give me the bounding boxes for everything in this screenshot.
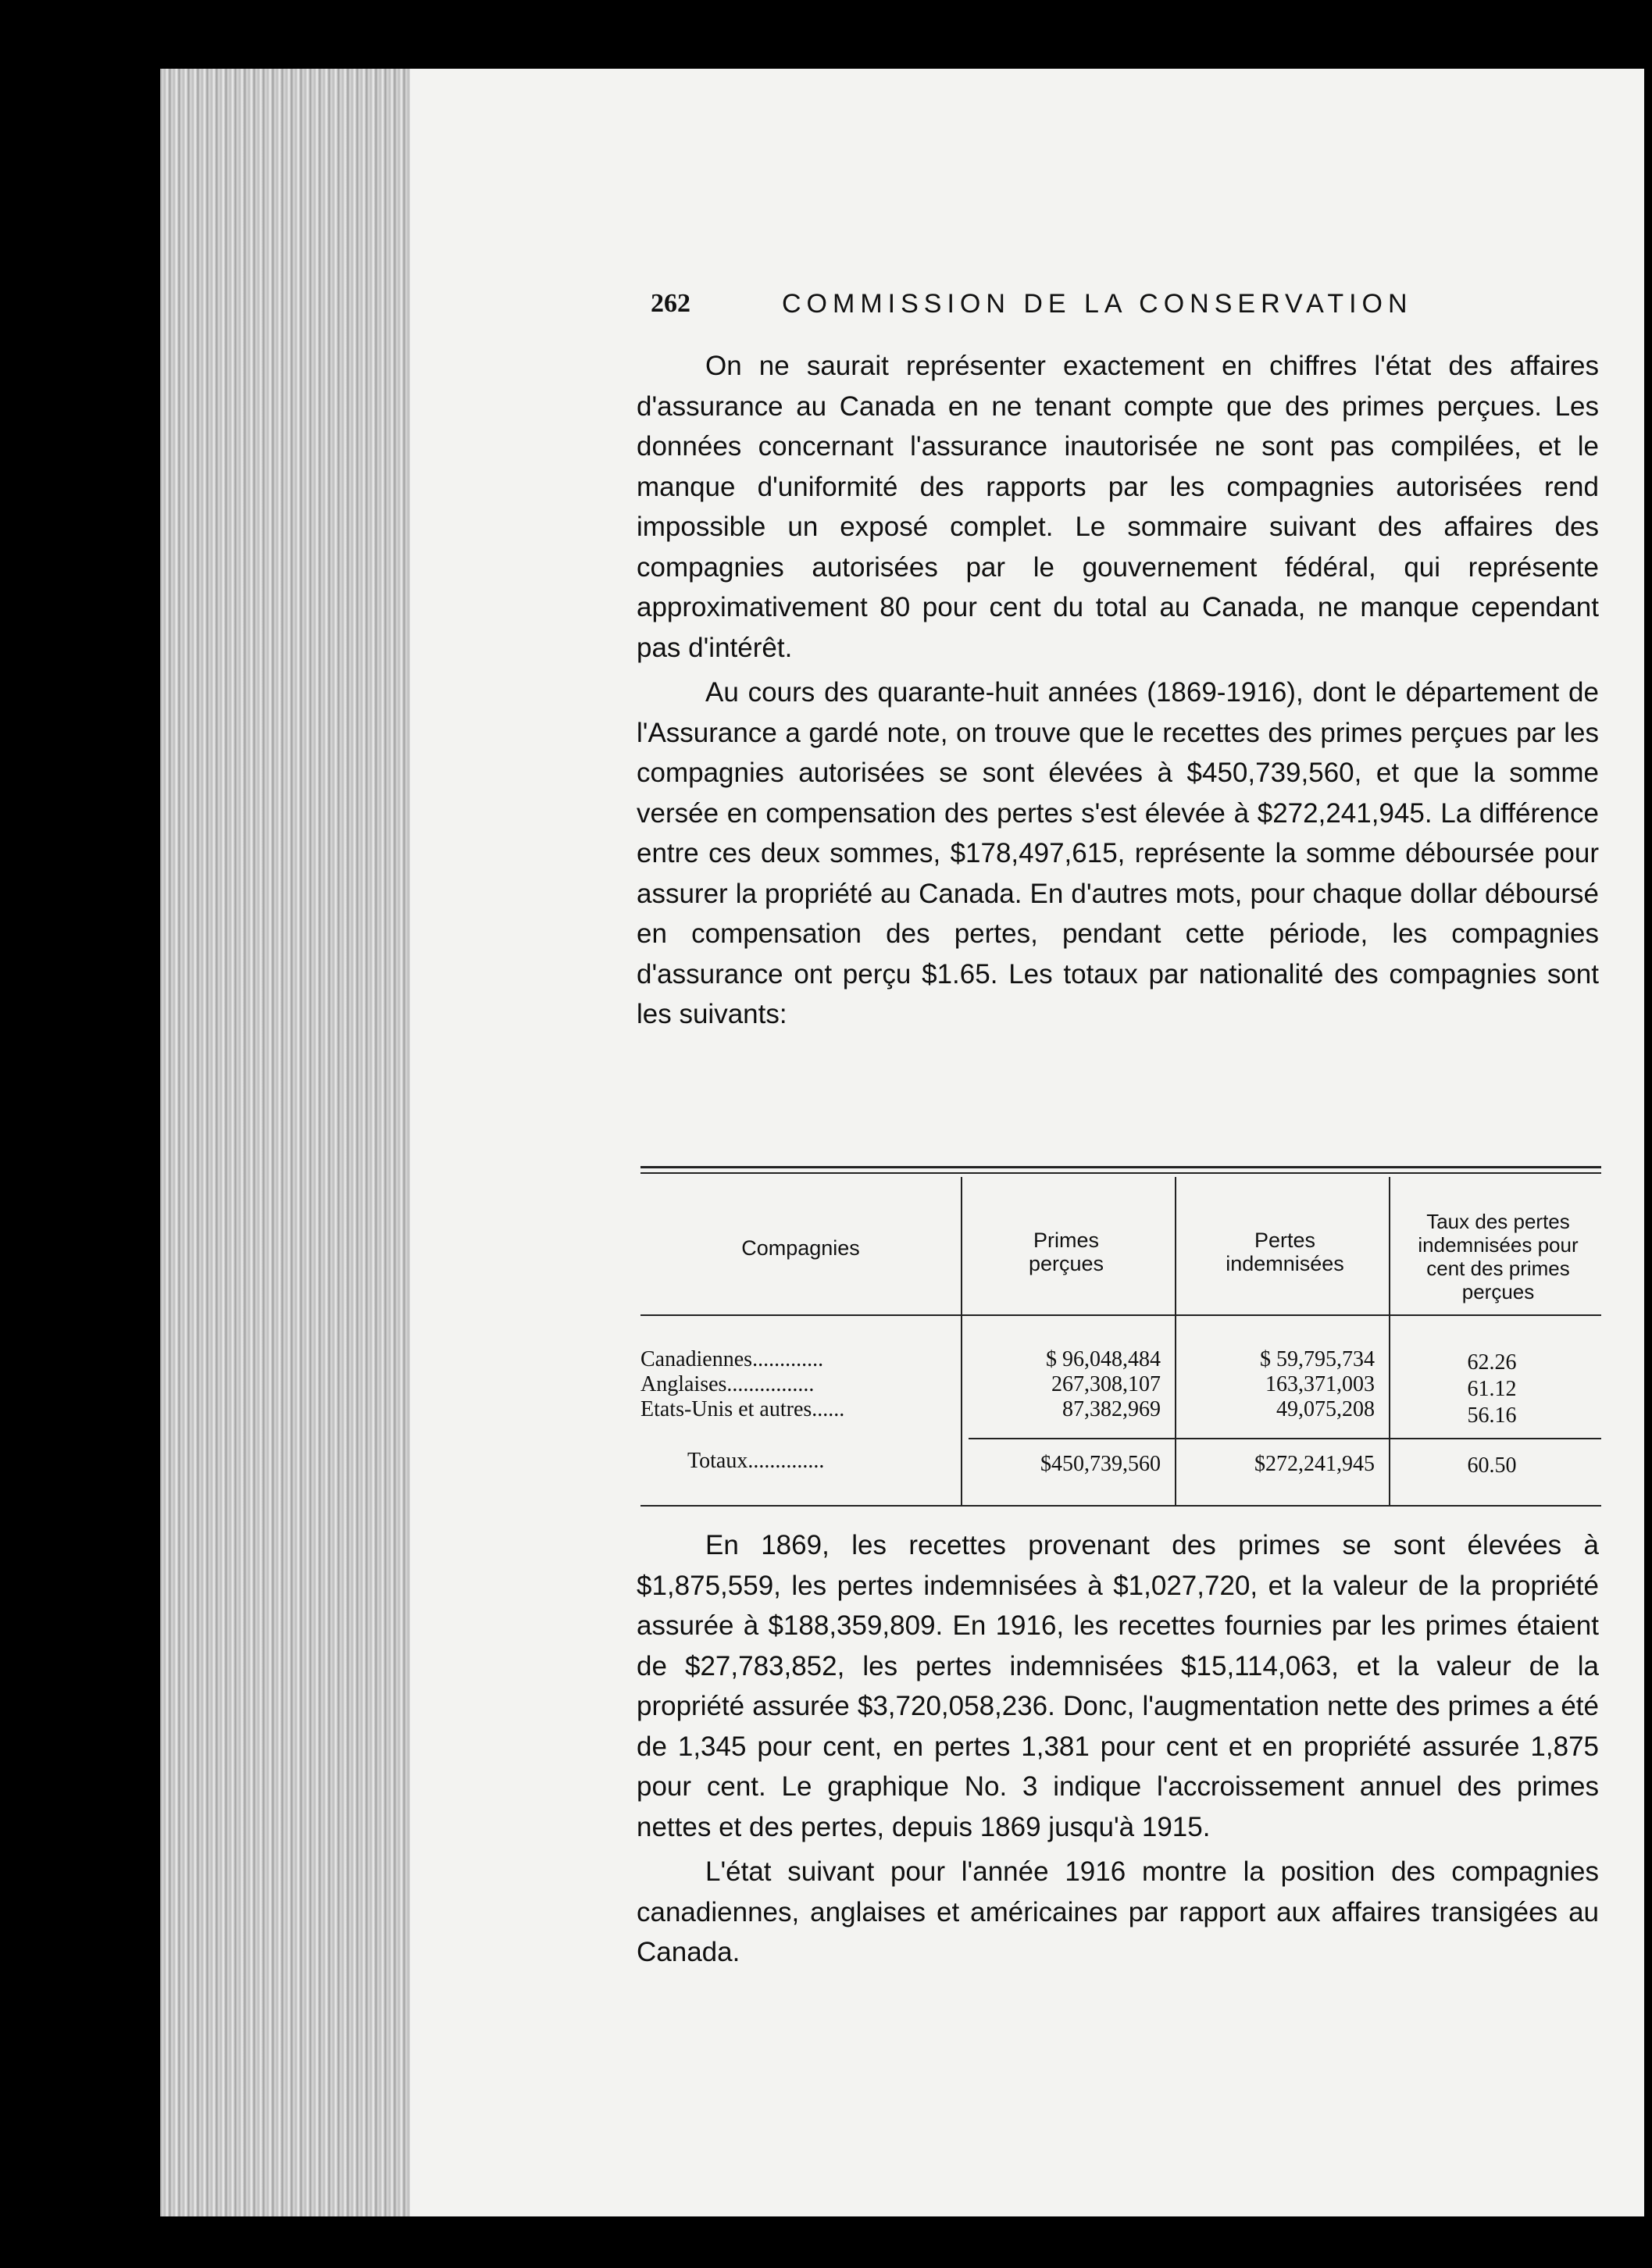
total-pertes: $272,241,945	[1254, 1452, 1375, 1476]
row-primes: 87,382,969	[1062, 1397, 1161, 1421]
table-bottom-rule	[640, 1505, 1601, 1507]
row-label: Canadiennes.............	[640, 1347, 824, 1371]
row-label: Etats-Unis et autres......	[640, 1397, 845, 1421]
table-top-rule	[640, 1166, 1601, 1168]
header-bottom-rule	[640, 1314, 1601, 1316]
total-primes: $450,739,560	[1040, 1452, 1161, 1476]
row-taux: 62.26	[1467, 1350, 1517, 1375]
col-divider	[1389, 1177, 1390, 1505]
row-primes: 267,308,107	[1051, 1372, 1161, 1396]
total-taux: 60.50	[1467, 1453, 1517, 1478]
book-page-edge	[160, 69, 418, 2216]
paragraph: Au cours des quarante-huit années (1869-1916), dont le département de l'Assurance a gardé note, on trouve que le recettes des primes perçues par les compagnies autorisées se sont élevées à $450,739,560, et que la somme versée en compensation des pertes s'est élevée à $272,241,945. La différence entre ces deux sommes, $178,497,615, représente la somme déboursée pour assurer la propriété au Canada. En d'autres mots, pour chaque dollar déboursé en compensation des pertes, pendant cette période, les compagnies d'assurance ont perçu $1.65. Les totaux par nationalité des compagnies sont les suivants:	[637, 677, 1599, 1029]
header-compagnies: Compagnies	[741, 1236, 860, 1260]
col-divider	[1175, 1177, 1176, 1505]
col-divider	[961, 1177, 962, 1505]
body-text-top	[637, 346, 1599, 1040]
row-pertes: 163,371,003	[1265, 1372, 1375, 1396]
body-text-bottom	[637, 1525, 1599, 1977]
header-taux: Taux des pertes indemnisées pour cent des primes perçues	[1418, 1210, 1579, 1303]
total-label: Totaux..............	[687, 1449, 825, 1473]
page-number: 262	[651, 289, 690, 318]
row-label: Anglaises................	[640, 1372, 815, 1396]
page-header	[651, 289, 1588, 336]
table-top-rule-2	[640, 1172, 1601, 1174]
row-primes: $ 96,048,484	[1046, 1347, 1161, 1371]
header-pertes: Pertes indemnisées	[1226, 1228, 1344, 1275]
subtotal-rule	[969, 1438, 1601, 1439]
running-head: COMMISSION DE LA CONSERVATION	[782, 289, 1413, 319]
row-taux: 56.16	[1467, 1403, 1517, 1428]
row-pertes: $ 59,795,734	[1260, 1347, 1375, 1371]
row-pertes: 49,075,208	[1276, 1397, 1375, 1421]
header-primes: Primes perçues	[1028, 1228, 1104, 1275]
paragraph: En 1869, les recettes provenant des primes se sont élevées à $1,875,559, les pertes indemnisées à $1,027,720, et la valeur de la propriété assurée à $188,359,809. En 1916, les recettes fournies par les primes étaient de $27,783,852, les pertes indemnisées $15,114,063, et la valeur de la propriété assurée $3,720,058,236. Donc, l'augmentation nette des primes a été de 1,345 pour cent, en pertes 1,381 pour cent et en propriété assurée 1,875 pour cent. Le graphique No. 3 indique l'accroissement annuel des primes nettes et des pertes, depuis 1869 jusqu'à 1915.	[637, 1530, 1599, 1842]
document-page	[410, 69, 1644, 2216]
insurance-table	[640, 1166, 1601, 1510]
paragraph: L'état suivant pour l'année 1916 montre la position des compagnies canadiennes, anglaises et américaines par rapport aux affaires transigées au Canada.	[637, 1856, 1599, 1967]
row-taux: 61.12	[1467, 1377, 1517, 1401]
paragraph: On ne saurait représenter exactement en chiffres l'état des affaires d'assurance au Canada en ne tenant compte que des primes perçues. Les données concernant l'assurance inautorisée ne sont pas compilées, et le manque d'uniformité des rapports par les compagnies autorisées rend impossible un exposé complet. Le sommaire suivant des affaires des compagnies autorisées par le gouvernement fédéral, qui représente approximativement 80 pour cent du total au Canada, ne manque cependant pas d'intérêt.	[637, 351, 1599, 663]
